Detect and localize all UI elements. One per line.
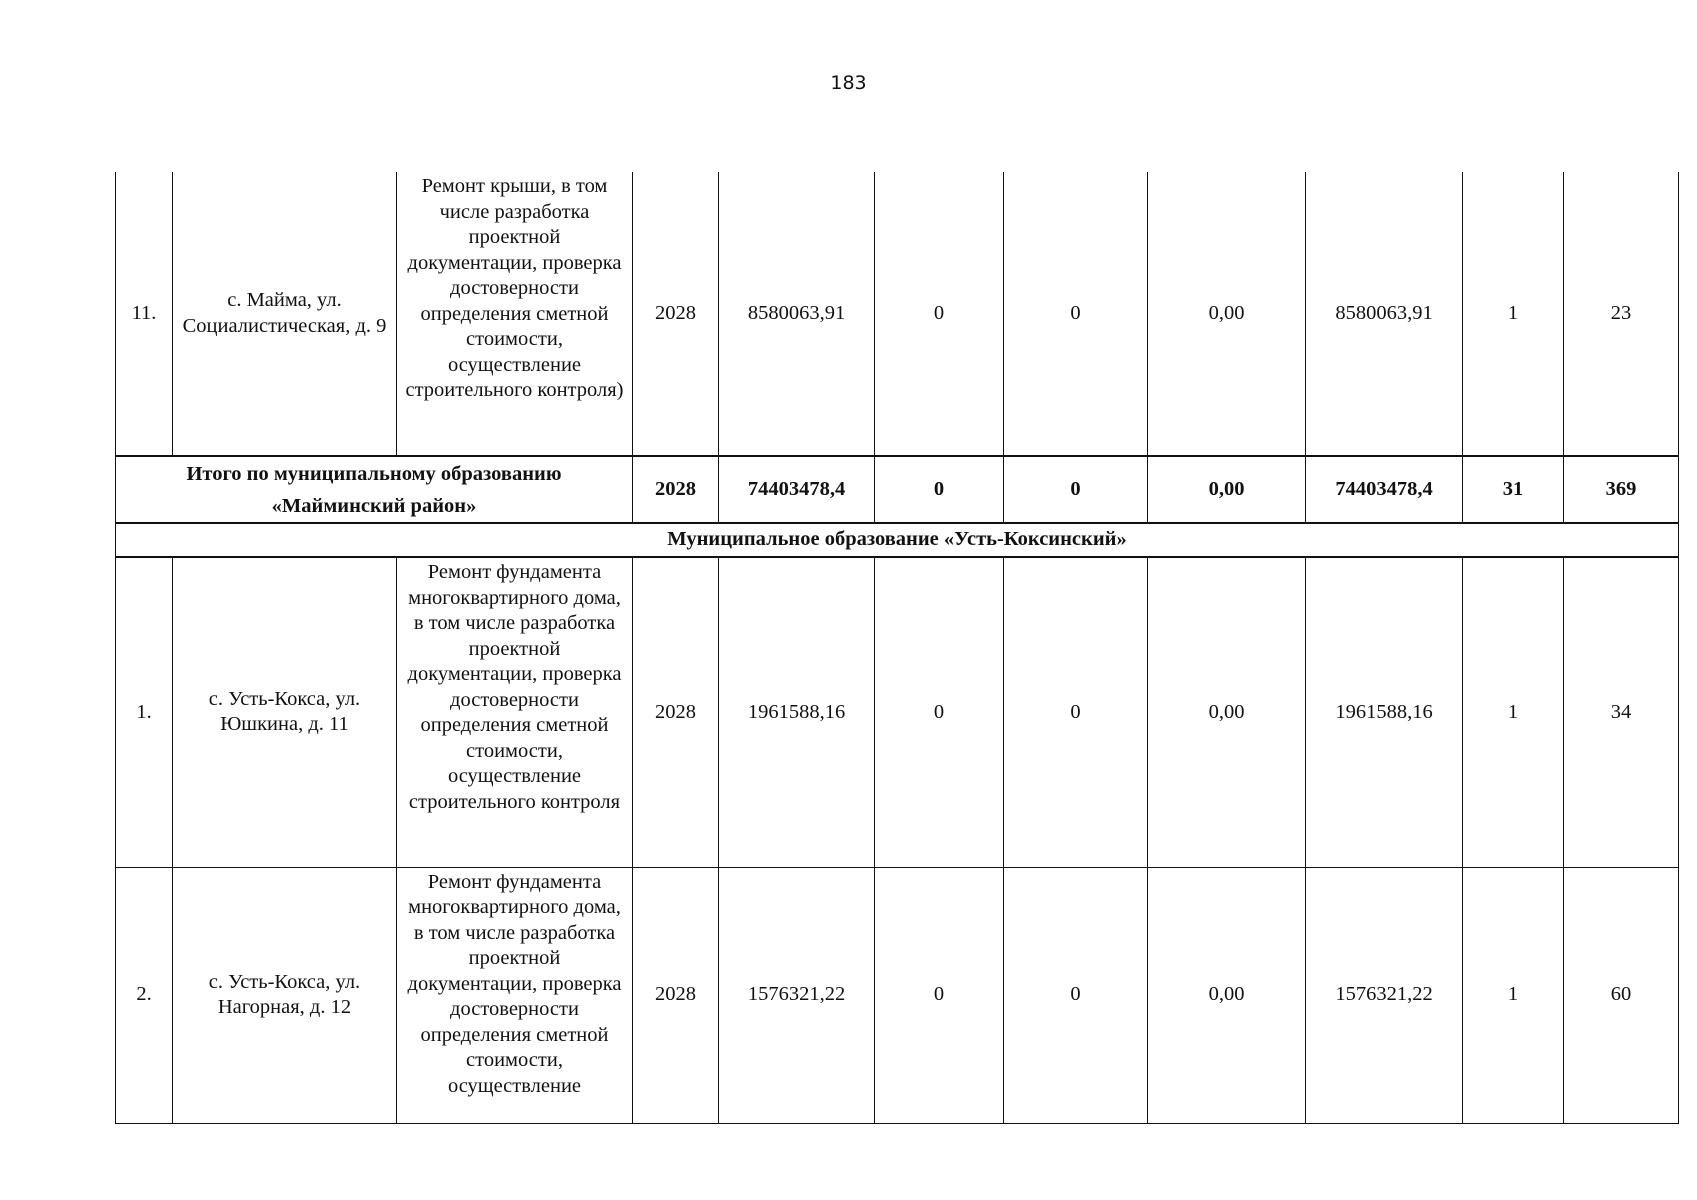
address-cell: с. Усть-Кокса, ул. Нагорная, д. 12 bbox=[173, 867, 397, 1123]
value-cell: 1 bbox=[1463, 557, 1564, 867]
value-cell: 23 bbox=[1564, 172, 1679, 456]
value-cell: 0 bbox=[875, 557, 1004, 867]
address-cell: с. Усть-Кокса, ул. Юшкина, д. 11 bbox=[173, 557, 397, 867]
page-number: 183 bbox=[830, 72, 867, 94]
value-cell: 34 bbox=[1564, 557, 1679, 867]
subtotal-value: 0 bbox=[875, 456, 1004, 523]
subtotal-value: 31 bbox=[1463, 456, 1564, 523]
value-cell: 0 bbox=[875, 172, 1004, 456]
row-number: 1. bbox=[116, 557, 173, 867]
value-cell: 8580063,91 bbox=[1306, 172, 1463, 456]
row-number: 2. bbox=[116, 867, 173, 1123]
year-cell: 2028 bbox=[633, 557, 719, 867]
value-cell: 0,00 bbox=[1148, 172, 1306, 456]
work-type-cell: Ремонт фундамента многоквартирного дома, в том числе разработка проектной документации, проверка достоверности определения сметной стоимости, осуществление bbox=[397, 867, 633, 1123]
subtotal-label: Итого по муниципальному образованию «Майминский район» bbox=[116, 456, 633, 523]
subtotal-value: 74403478,4 bbox=[1306, 456, 1463, 523]
value-cell: 0,00 bbox=[1148, 557, 1306, 867]
value-cell: 0 bbox=[875, 867, 1004, 1123]
subtotal-year: 2028 bbox=[633, 456, 719, 523]
section-header-row bbox=[116, 523, 1679, 557]
value-cell: 1 bbox=[1463, 172, 1564, 456]
subtotal-total: 74403478,4 bbox=[719, 456, 875, 523]
work-type-cell: Ремонт фундамента многоквартирного дома, в том числе разработка проектной документации, проверка достоверности определения сметной стоимости, осуществление строительного контроля bbox=[397, 557, 633, 867]
value-cell: 1576321,22 bbox=[1306, 867, 1463, 1123]
table-row bbox=[116, 172, 1679, 456]
value-cell: 0 bbox=[1004, 867, 1148, 1123]
value-cell: 0,00 bbox=[1148, 867, 1306, 1123]
total-cost-cell: 8580063,91 bbox=[719, 172, 875, 456]
address-cell: с. Майма, ул. Социалистическая, д. 9 bbox=[173, 172, 397, 456]
subtotal-value: 0 bbox=[1004, 456, 1148, 523]
table-row bbox=[116, 557, 1679, 867]
table-row bbox=[116, 867, 1679, 1123]
year-cell: 2028 bbox=[633, 172, 719, 456]
year-cell: 2028 bbox=[633, 867, 719, 1123]
value-cell: 0 bbox=[1004, 557, 1148, 867]
section-title: Муниципальное образование «Усть-Коксинский» bbox=[116, 523, 1679, 557]
total-cost-cell: 1576321,22 bbox=[719, 867, 875, 1123]
value-cell: 1 bbox=[1463, 867, 1564, 1123]
work-type-cell: Ремонт крыши, в том числе разработка проектной документации, проверка достоверности определения сметной стоимости, осуществление строительного контроля) bbox=[397, 172, 633, 456]
row-number: 11. bbox=[116, 172, 173, 456]
subtotal-value: 369 bbox=[1564, 456, 1679, 523]
value-cell: 0 bbox=[1004, 172, 1148, 456]
subtotal-value: 0,00 bbox=[1148, 456, 1306, 523]
capital-repair-table bbox=[115, 172, 1679, 1124]
subtotal-row bbox=[116, 456, 1679, 523]
value-cell: 1961588,16 bbox=[1306, 557, 1463, 867]
value-cell: 60 bbox=[1564, 867, 1679, 1123]
total-cost-cell: 1961588,16 bbox=[719, 557, 875, 867]
